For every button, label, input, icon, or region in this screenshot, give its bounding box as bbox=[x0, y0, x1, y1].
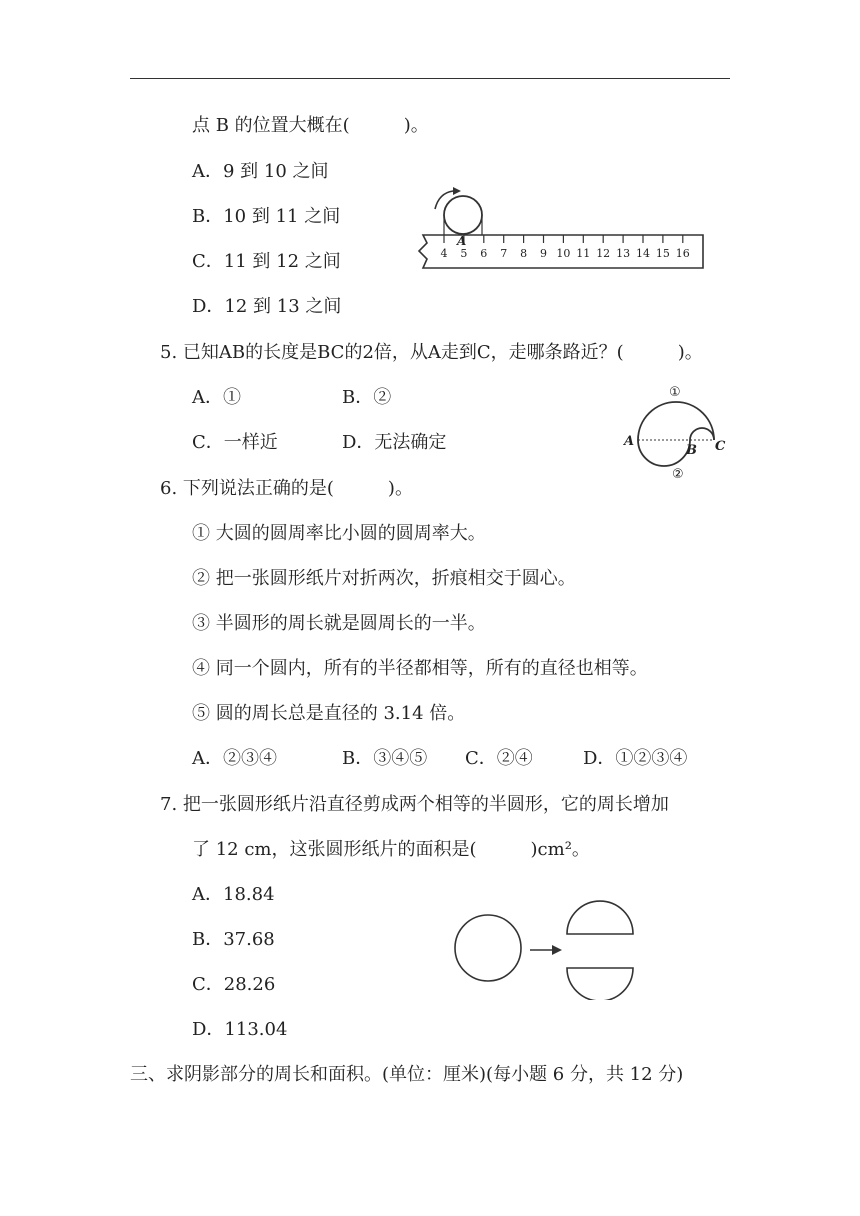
transform-arrow-head bbox=[552, 945, 562, 955]
upper-semicircle bbox=[567, 901, 633, 934]
lower-semicircle bbox=[567, 968, 633, 1000]
path-2-arc-small bbox=[690, 428, 714, 440]
path-1-label: ① bbox=[669, 385, 681, 400]
q6-option-d: D．①②③④ bbox=[583, 748, 688, 769]
q6-stem: 6. 下列说法正确的是( )。 bbox=[160, 478, 413, 499]
q6-statement-3: ③ 半圆形的周长就是圆周长的一半。 bbox=[192, 613, 486, 634]
q4-option-d: D．12 到 13 之间 bbox=[192, 296, 342, 317]
paths-figure bbox=[620, 378, 730, 483]
path-2-arc-large bbox=[638, 440, 690, 466]
point-b-label: B bbox=[686, 443, 697, 458]
point-a-label: A bbox=[624, 434, 635, 449]
ruler-tick-label: 11 bbox=[576, 247, 591, 260]
q4-option-c: C．11 到 12 之间 bbox=[192, 251, 341, 272]
ruler-tick-label: 13 bbox=[616, 247, 631, 260]
q6-statement-4: ④ 同一个圆内，所有的半径都相等，所有的直径也相等。 bbox=[192, 658, 648, 679]
ruler-tick-label: 8 bbox=[520, 247, 528, 260]
ruler-tick-label: 10 bbox=[556, 247, 571, 260]
ruler-tick-label: 5 bbox=[460, 247, 468, 260]
q4-stem: 点 B 的位置大概在( )。 bbox=[192, 115, 429, 136]
section-3-title: 三、求阴影部分的周长和面积。(单位：厘米)(每小题 6 分，共 12 分) bbox=[130, 1064, 684, 1085]
q6-option-a: A．②③④ bbox=[192, 748, 277, 769]
q7-option-a: A．18.84 bbox=[192, 884, 275, 905]
q7-stem-line-1: 7. 把一张圆形纸片沿直径剪成两个相等的半圆形，它的周长增加 bbox=[160, 794, 669, 815]
header-rule bbox=[130, 78, 730, 79]
ruler-tick-label: 6 bbox=[480, 247, 488, 260]
q6-option-b: B．③④⑤ bbox=[342, 748, 428, 769]
q4-option-a: A．9 到 10 之间 bbox=[192, 161, 329, 182]
q6-statement-5: ⑤ 圆的周长总是直径的 3.14 倍。 bbox=[192, 703, 466, 724]
ruler-tick-label: 15 bbox=[655, 247, 670, 260]
q7-option-b: B．37.68 bbox=[192, 929, 275, 950]
ruler-point-label: A bbox=[457, 234, 467, 248]
ruler-tick-label: 9 bbox=[540, 247, 547, 260]
ruler-tick-label: 14 bbox=[636, 247, 650, 260]
q5-stem: 5. 已知AB的长度是BC的2倍，从A走到C，走哪条路近？( )。 bbox=[160, 342, 703, 363]
q5-option-d: D．无法确定 bbox=[342, 432, 447, 453]
ruler-tick-label: 12 bbox=[596, 247, 611, 260]
q6-option-c: C．②④ bbox=[465, 748, 533, 769]
path-1-arc bbox=[638, 402, 714, 440]
q7-option-d: D．113.04 bbox=[192, 1019, 288, 1040]
ruler-figure bbox=[415, 185, 715, 275]
rotation-arrow-head bbox=[453, 187, 461, 195]
ruler-tick-label: 7 bbox=[500, 247, 508, 260]
q6-statement-2: ② 把一张圆形纸片对折两次，折痕相交于圆心。 bbox=[192, 568, 576, 589]
q7-stem-line-2: 了 12 cm，这张圆形纸片的面积是( )cm²。 bbox=[192, 839, 590, 860]
cut-circle-figure bbox=[450, 900, 640, 1000]
path-2-label: ② bbox=[672, 467, 684, 482]
point-c-label: C bbox=[715, 439, 726, 454]
ruler-tick-label: 4 bbox=[440, 247, 448, 260]
q5-option-a: A．① bbox=[192, 387, 241, 408]
q5-option-c: C．一样近 bbox=[192, 432, 278, 453]
whole-circle bbox=[455, 915, 521, 981]
ruler-tick-label: 16 bbox=[675, 247, 690, 260]
q6-statement-1: ① 大圆的圆周率比小圆的圆周率大。 bbox=[192, 523, 486, 544]
q5-option-b: B．② bbox=[342, 387, 392, 408]
q4-option-b: B．10 到 11 之间 bbox=[192, 206, 341, 227]
rolling-circle bbox=[444, 196, 482, 234]
q7-option-c: C．28.26 bbox=[192, 974, 276, 995]
